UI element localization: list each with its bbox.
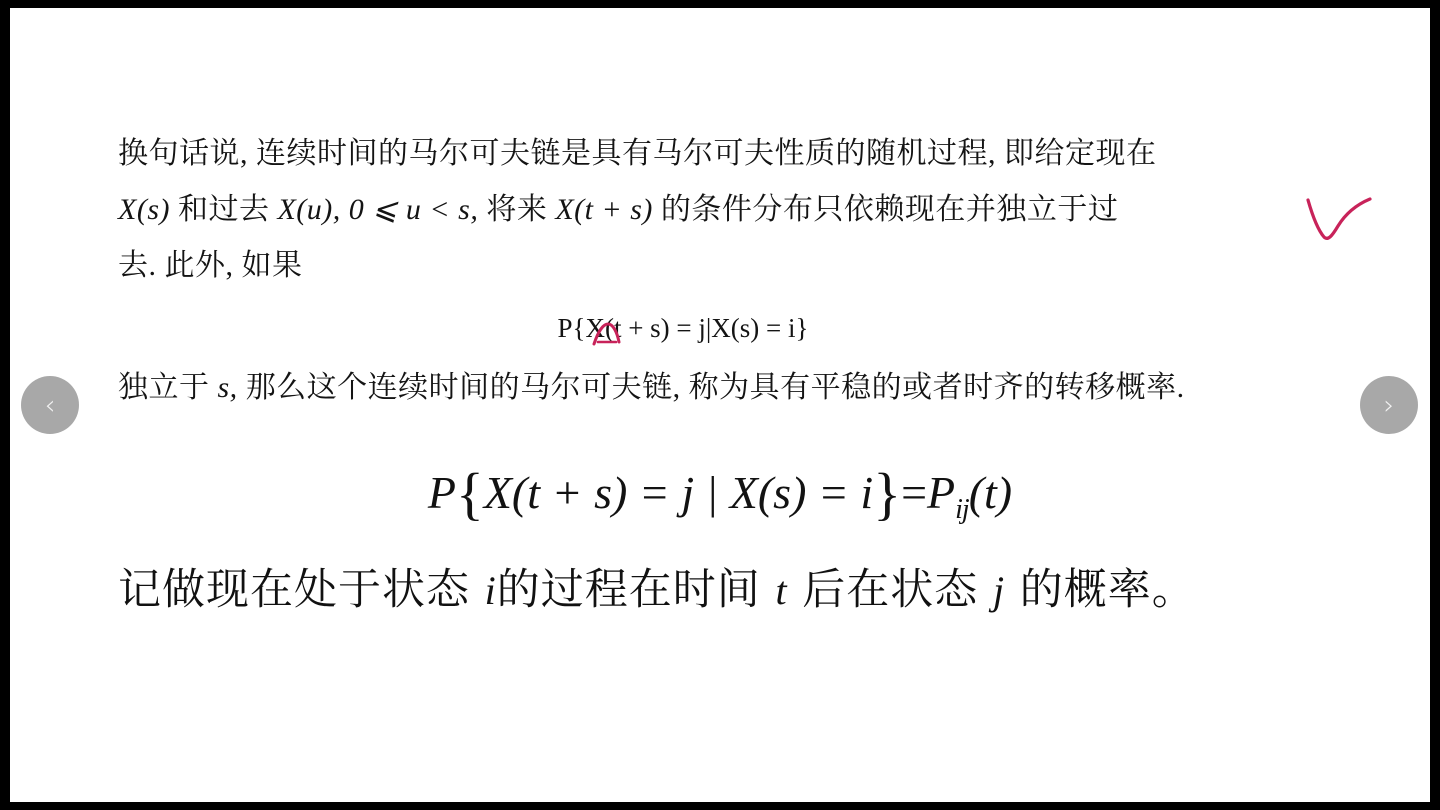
previous-slide-button[interactable] (21, 376, 79, 434)
excerpt-line-4-text-a: 独立于 (118, 371, 218, 404)
excerpt-line-4-math-b: s, (217, 371, 238, 404)
excerpt-line-2-text-d: 将来 (478, 193, 556, 226)
formula-rhs-argument: (t) (968, 467, 1013, 518)
display-formula (10, 460, 1430, 527)
caption-var-j: j (992, 568, 1006, 613)
caption-part-2: 的过程在时间 (496, 565, 776, 615)
excerpt-line-4 (118, 360, 1338, 416)
excerpt-line-2 (118, 182, 1338, 238)
caption-part-3: 后在状态 (787, 565, 993, 615)
excerpt-inline-formula: P{X(t + s) = j|X(s) = i} (557, 313, 809, 343)
excerpt-line-2-math-a: X(s) (118, 193, 170, 226)
excerpt-line-2-text-b: 和过去 (169, 193, 278, 226)
slide-caption (118, 556, 1368, 617)
textbook-excerpt (118, 126, 1338, 416)
chevron-left-icon: ‹ (44, 389, 56, 421)
chevron-right-icon: › (1383, 389, 1395, 421)
slide-page (10, 8, 1430, 802)
formula-open-brace: { (455, 461, 484, 526)
caption-part-4: 的概率。 (1005, 565, 1196, 615)
formula-p: P (427, 467, 456, 518)
excerpt-line-1: 换句话说, 连续时间的马尔可夫链是具有马尔可夫性质的随机过程, 即给定现在 (118, 137, 1157, 170)
excerpt-line-4-text-c: 那么这个连续时间的马尔可夫链, 称为具有平稳的或者时齐的转移概率. (237, 371, 1185, 404)
formula-body: X(t + s) = j | X(s) = i (483, 467, 874, 518)
formula-rhs-subscript: ij (955, 494, 969, 525)
excerpt-line-2-math-c: X(u), 0 ⩽ u < s, (277, 193, 479, 226)
caption-part-1: 记做现在处于状态 (118, 565, 485, 615)
excerpt-line-2-text-f: 的条件分布只依赖现在并独立于过 (652, 193, 1119, 226)
excerpt-line-2-math-e: X(t + s) (555, 193, 653, 226)
next-slide-button[interactable] (1360, 376, 1418, 434)
caption-var-t: t (775, 568, 788, 613)
formula-close-brace: } (873, 461, 902, 526)
excerpt-line-3: 去. 此外, 如果 (118, 249, 303, 282)
caption-var-i: i (484, 568, 497, 613)
formula-rhs-p: P (927, 467, 956, 518)
formula-equals: = (901, 467, 928, 518)
